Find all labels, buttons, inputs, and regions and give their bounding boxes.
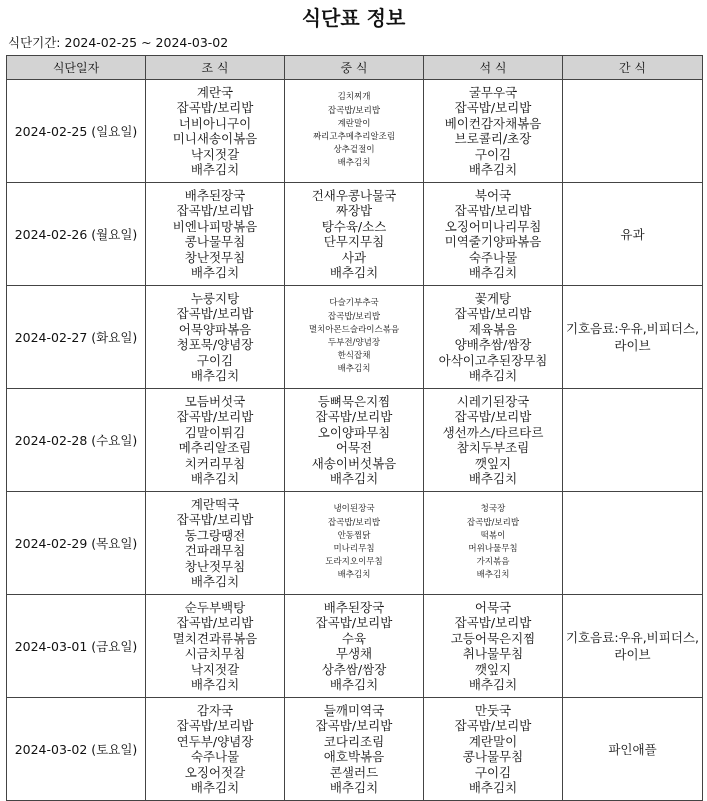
menu-item: 배추김치 <box>337 158 371 169</box>
menu-lunch-cell <box>285 698 424 801</box>
menu-dinner-cell <box>424 80 563 183</box>
table-row <box>7 389 703 492</box>
menu-item: 잡곡밥/보리밥 <box>315 409 393 424</box>
menu-item: 모듬버섯국 <box>184 393 246 409</box>
menu-item: 창난젓무침 <box>184 558 246 574</box>
menu-item: 도라지오이무침 <box>325 557 383 568</box>
menu-item: 북어국 <box>474 187 512 203</box>
menu-item: 고등어묵은지찜 <box>450 630 536 646</box>
menu-item: 잡곡밥/보리밥 <box>466 517 520 528</box>
menu-lunch-cell <box>285 183 424 286</box>
menu-item: 잡곡밥/보리밥 <box>454 203 532 218</box>
menu-item: 등뼈묵은지찜 <box>317 393 391 409</box>
menu-item: 제육볶음 <box>468 321 518 337</box>
menu-item: 잡곡밥/보리밥 <box>176 512 254 527</box>
menu-item: 계란말이 <box>337 118 371 129</box>
menu-breakfast-cell <box>146 183 285 286</box>
table-row <box>7 286 703 389</box>
menu-item: 배추김치 <box>468 471 518 486</box>
menu-item: 가지볶음 <box>476 557 510 568</box>
menu-item: 다슬기부추국 <box>329 298 379 309</box>
menu-item: 꽃게탕 <box>474 290 512 306</box>
header-date: 식단일자 <box>7 56 146 80</box>
menu-item: 탕수육/소스 <box>321 218 387 234</box>
menu-item: 단무지무침 <box>323 234 385 249</box>
menu-item: 배추김치 <box>329 780 379 795</box>
table-row <box>7 80 703 183</box>
menu-item: 브로콜리/초장 <box>454 131 532 146</box>
menu-item: 계란떡국 <box>190 496 240 512</box>
menu-item: 짜리고추메추리알조림 <box>312 132 396 142</box>
menu-item: 콩나물무침 <box>462 749 524 764</box>
header-lunch: 중 식 <box>285 56 424 80</box>
menu-item: 잡곡밥/보리밥 <box>315 718 393 733</box>
menu-item: 청포묵/양념장 <box>176 337 254 352</box>
header-breakfast: 조 식 <box>146 56 285 80</box>
menu-item: 깻잎지 <box>474 661 512 677</box>
menu-item: 미나리무침 <box>333 544 375 554</box>
menu-item: 만둣국 <box>474 702 512 718</box>
menu-item: 아삭이고추된장무침 <box>438 352 548 368</box>
menu-item: 떡볶이 <box>480 530 506 541</box>
menu-item: 두부전/양념장 <box>327 338 381 348</box>
menu-item: 배추김치 <box>468 780 518 795</box>
menu-item: 구이김 <box>474 764 512 780</box>
menu-breakfast-cell <box>146 492 285 595</box>
menu-item: 들깨미역국 <box>323 702 385 718</box>
menu-date: 2024-02-26 (월요일) <box>7 183 146 286</box>
menu-lunch-cell <box>285 595 424 698</box>
menu-item: 미니새송이볶음 <box>172 131 258 146</box>
menu-item: 배추김치 <box>329 471 379 486</box>
menu-item: 배추김치 <box>190 265 240 280</box>
menu-item: 애호박볶음 <box>323 749 385 764</box>
menu-snack-cell: 기호음료:우유,비피더스,라이브 <box>563 286 703 389</box>
menu-item: 배추김치 <box>468 265 518 280</box>
menu-lunch-cell <box>285 389 424 492</box>
menu-item: 멸치아몬드슬라이스볶음 <box>308 324 400 335</box>
menu-item: 순두부백탕 <box>184 599 246 615</box>
menu-item: 배추김치 <box>329 265 379 280</box>
menu-item: 창난젓무침 <box>184 249 246 265</box>
menu-item: 수육 <box>341 630 367 646</box>
menu-item: 김말이튀김 <box>184 424 246 440</box>
menu-item: 잡곡밥/보리밥 <box>315 615 393 630</box>
menu-dinner-cell <box>424 492 563 595</box>
menu-item: 오이양파무침 <box>317 424 391 440</box>
menu-item: 시레기된장국 <box>456 393 530 409</box>
header-snack: 간 식 <box>563 56 703 80</box>
menu-date: 2024-02-28 (수요일) <box>7 389 146 492</box>
menu-item: 누룽지탕 <box>190 290 240 306</box>
menu-snack-cell: 파인애플 <box>563 698 703 801</box>
menu-item: 깻잎지 <box>474 455 512 471</box>
menu-snack-cell <box>563 80 703 183</box>
menu-item: 연두부/양념장 <box>176 733 254 749</box>
menu-item: 잡곡밥/보리밥 <box>176 306 254 321</box>
menu-item: 계란말이 <box>468 733 518 749</box>
menu-item: 메추리알조림 <box>178 440 252 455</box>
menu-breakfast-cell <box>146 286 285 389</box>
menu-item: 숙주나물 <box>468 249 518 265</box>
menu-item: 배추김치 <box>190 162 240 177</box>
menu-item: 잡곡밥/보리밥 <box>327 517 381 528</box>
menu-item: 배추김치 <box>337 364 371 375</box>
menu-item: 낙지젓갈 <box>190 146 240 162</box>
menu-date: 2024-02-29 (목요일) <box>7 492 146 595</box>
menu-item: 코다리조림 <box>323 733 385 749</box>
menu-item: 잡곡밥/보리밥 <box>176 409 254 424</box>
menu-lunch-cell <box>285 80 424 183</box>
menu-lunch-cell <box>285 286 424 389</box>
menu-item: 양배추쌈/쌈장 <box>454 337 532 352</box>
menu-item: 비엔나피망볶음 <box>172 218 258 234</box>
menu-item: 잡곡밥/보리밥 <box>454 409 532 424</box>
menu-item: 잡곡밥/보리밥 <box>454 306 532 321</box>
menu-date: 2024-02-25 (일요일) <box>7 80 146 183</box>
menu-item: 배추김치 <box>337 570 371 581</box>
menu-item: 잡곡밥/보리밥 <box>454 718 532 733</box>
menu-item: 배추된장국 <box>184 187 246 203</box>
menu-item: 배추김치 <box>329 677 379 692</box>
menu-item: 어묵전 <box>335 440 373 455</box>
menu-item: 굴무우국 <box>468 84 518 100</box>
menu-item: 배추김치 <box>468 368 518 383</box>
menu-table <box>6 55 703 801</box>
menu-dinner-cell <box>424 389 563 492</box>
menu-snack-cell: 유과 <box>563 183 703 286</box>
menu-item: 시금치무침 <box>184 646 246 661</box>
menu-date: 2024-03-01 (금요일) <box>7 595 146 698</box>
menu-snack-cell: 기호음료:우유,비피더스,라이브 <box>563 595 703 698</box>
menu-item: 냉이된장국 <box>333 504 375 515</box>
menu-period: 식단기간: 2024-02-25 ~ 2024-03-02 <box>8 35 229 50</box>
menu-item: 콩나물무침 <box>184 234 246 249</box>
header-row <box>7 56 703 80</box>
menu-dinner-cell <box>424 286 563 389</box>
menu-item: 어묵양파볶음 <box>178 321 252 337</box>
menu-item: 배추김치 <box>190 574 240 589</box>
menu-item: 계란국 <box>196 84 234 100</box>
menu-dinner-cell <box>424 698 563 801</box>
menu-item: 김치찌개 <box>337 92 371 103</box>
menu-item: 생선까스/타르타르 <box>442 424 544 440</box>
menu-item: 청국장 <box>480 504 506 515</box>
menu-item: 배추김치 <box>190 368 240 383</box>
menu-dinner-cell <box>424 183 563 286</box>
menu-breakfast-cell <box>146 389 285 492</box>
menu-item: 동그랑땡전 <box>184 527 246 543</box>
menu-breakfast-cell <box>146 80 285 183</box>
menu-snack-cell <box>563 389 703 492</box>
page-title: 식단표 정보 <box>301 6 406 30</box>
menu-item: 한식잡채 <box>337 351 371 362</box>
menu-item: 배추김치 <box>190 677 240 692</box>
menu-item: 감자국 <box>196 702 234 718</box>
menu-breakfast-cell <box>146 595 285 698</box>
menu-item: 배추김치 <box>190 471 240 486</box>
menu-item: 베이컨감자채볶음 <box>444 115 542 131</box>
menu-item: 건파래무침 <box>184 543 246 558</box>
menu-item: 오징어젓갈 <box>184 764 246 780</box>
menu-item: 잡곡밥/보리밥 <box>327 105 381 116</box>
menu-item: 미역줄기양파볶음 <box>444 234 542 249</box>
menu-item: 멸치견과류볶음 <box>172 630 258 646</box>
menu-item: 잡곡밥/보리밥 <box>176 718 254 733</box>
menu-item: 배추된장국 <box>323 599 385 615</box>
menu-item: 구이김 <box>474 146 512 162</box>
menu-item: 잡곡밥/보리밥 <box>454 615 532 630</box>
menu-item: 낙지젓갈 <box>190 661 240 677</box>
menu-item: 짜장밥 <box>335 203 373 218</box>
menu-item: 잡곡밥/보리밥 <box>327 311 381 322</box>
table-row <box>7 492 703 595</box>
menu-item: 숙주나물 <box>190 749 240 764</box>
menu-item: 잡곡밥/보리밥 <box>176 203 254 218</box>
table-row <box>7 595 703 698</box>
menu-dinner-cell <box>424 595 563 698</box>
menu-item: 배추김치 <box>476 570 510 581</box>
menu-item: 배추김치 <box>468 162 518 177</box>
menu-body <box>7 80 703 801</box>
menu-item: 너비아니구이 <box>178 115 252 131</box>
menu-item: 배추김치 <box>468 677 518 692</box>
menu-item: 상추쌈/쌈장 <box>321 661 387 677</box>
menu-snack-cell <box>563 492 703 595</box>
menu-item: 배추김치 <box>190 780 240 795</box>
menu-item: 안동찜닭 <box>337 530 371 541</box>
menu-date: 2024-02-27 (화요일) <box>7 286 146 389</box>
menu-item: 구이김 <box>196 352 234 368</box>
menu-item: 잡곡밥/보리밥 <box>454 100 532 115</box>
menu-item: 취나물무침 <box>462 646 524 661</box>
menu-item: 콘샐러드 <box>329 764 379 780</box>
menu-item: 새송이버섯볶음 <box>311 455 397 471</box>
menu-item: 상추겉절이 <box>333 145 375 156</box>
table-row <box>7 183 703 286</box>
menu-date: 2024-03-02 (토요일) <box>7 698 146 801</box>
menu-item: 참치두부조림 <box>456 440 530 455</box>
header-dinner: 석 식 <box>424 56 563 80</box>
menu-item: 잡곡밥/보리밥 <box>176 100 254 115</box>
menu-item: 잡곡밥/보리밥 <box>176 615 254 630</box>
menu-item: 사과 <box>341 249 367 265</box>
menu-breakfast-cell <box>146 698 285 801</box>
menu-item: 무생채 <box>335 646 373 661</box>
menu-item: 머위나물무침 <box>468 544 518 554</box>
menu-item: 건새우콩나물국 <box>311 187 397 203</box>
menu-item: 어묵국 <box>474 599 512 615</box>
table-row <box>7 698 703 801</box>
menu-lunch-cell <box>285 492 424 595</box>
menu-item: 치커리무침 <box>184 455 246 471</box>
menu-item: 오징어미나리무침 <box>444 218 542 234</box>
